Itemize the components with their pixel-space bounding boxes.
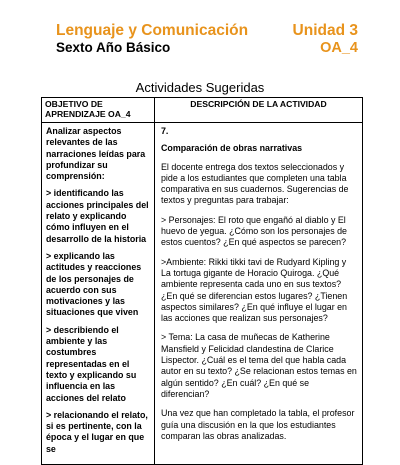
activity-number: 7. [161,126,169,136]
table-row [42,123,363,465]
objective-item: > describiendo el ambiente y las costumbres representadas en el texto y explicando su influencia en las acciones del relato [46,324,137,403]
page-header [56,22,358,56]
activity-column-header: DESCRIPCIÓN DE LA ACTIVIDAD [155,98,363,123]
section-title: Actividades Sugeridas [135,80,265,95]
objective-code: OA_4 [320,40,358,56]
activity-cell [155,123,363,465]
activity-subtitle: Comparación de obras narrativas [161,143,303,154]
activity-paragraph: > Personajes: El roto que engañó al diablo y El huevo de yegua. ¿Cómo son los personajes de estos cuentos? ¿En qué aspectos se parecen? [161,214,347,248]
activity-paragraph: Una vez que han completado la tabla, el profesor guía una discusión en la que los estudiantes comparan las obras analizadas. [161,408,355,441]
objective-column-header: OBJETIVO DE APRENDIZAJE OA_4 [42,98,155,123]
grade-label: Sexto Año Básico [56,40,171,55]
objective-item: > identificando las acciones principales del relato y explicando cómo influyen en el desarrollo de la historia [46,188,149,244]
objective-item: > relacionando el relato, si es pertinente, con la época y el lugar en que se [46,409,148,454]
header-row-top [56,22,358,40]
activity-paragraph: El docente entrega dos textos seleccionados y pide a los estudiantes que completen una tabla comparativa en sus cuadernos. Sugerencias de textos y preguntas para trabajar: [161,161,349,206]
activities-table [41,97,363,465]
activity-paragraph: >Ambiente: Rikki tikki tavi de Rudyard Kipling y La tortuga gigante de Horacio Quiroga. ¿Qué ambiente representa cada uno en sus textos? ¿En qué se diferencian estos lugares? ¿Tienen aspectos similares? ¿En qué influye el lugar en las acciones que realizan sus personajes? [161,256,348,324]
objective-intro: Analizar aspectos relevantes de las narraciones leídas para profundizar su comprensión: [46,126,146,182]
subject-title: Lenguaje y Comunicación [56,22,249,39]
header-row-bottom [56,40,358,56]
unit-label: Unidad 3 [292,22,358,39]
activity-paragraph: > Tema: La casa de muñecas de Katherine Mansfield y Felicidad clandestina de Clarice Lispector. ¿Cuál es el tema del que habla cada autor en su texto? ¿Se relacionan estos temas en algún sentido? ¿En cuál? ¿En qué se diferencian? [161,332,357,399]
table-header-row [42,98,363,123]
objective-cell [42,123,155,465]
objective-item: > explicando las actitudes y reacciones de los personajes de acuerdo con sus motivaciones y las situaciones que viven [46,250,142,318]
